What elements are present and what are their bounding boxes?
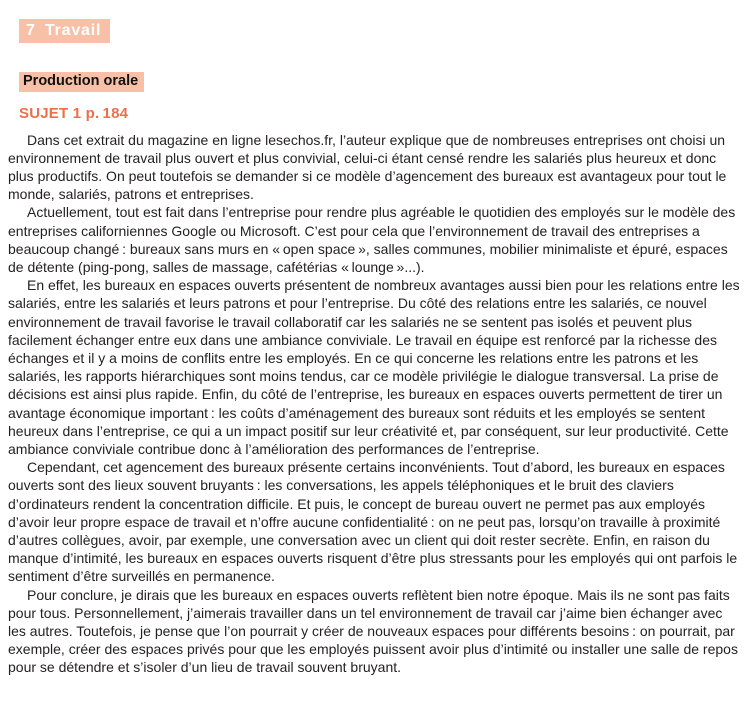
paragraph-conclusion: Pour conclure, je dirais que les bureaux en espaces ouverts reflètent bien notre époque. Mais ils ne sont pas faits pour tous. Personnellement, j’aimerais travailler dans un tel environnement de travail car j’aime bien échanger avec les autres. Toutefois, je pense que l’on pourrait y créer de nouveaux espaces pour différents besoins : on pourrait, par exemple, créer des espaces privés pour que les employés puissent avoir plus d’intimité ou installer une salle de repos pour se détendre et s’isoler d’un lieu de travail souvent bruyant. bbox=[8, 586, 738, 676]
paragraph-advantages: En effet, les bureaux en espaces ouverts présentent de nombreux avantages aussi bien pour les relations entre les salariés, entre les salariés et leurs patrons et pour l’entreprise. Du côté des relations entre les salariés, ce nouvel environnement de travail favorise le travail collaboratif car les salariés ne se sentent pas isolés et peuvent plus facilement échanger entre eux dans une ambiance conviviale. Le travail en équipe est renforcé par la richesse des échanges et il y a moins de conflits entre les employés. En ce qui concerne les relations entre les patrons et les salariés, les rapports hiérarchiques sont moins tendus, car ce modèle privilégie le dialogue transversal. La prise de décisions est ainsi plus rapide. Enfin, du côté de l’entreprise, les bureaux en espaces ouverts permettent de tirer un avantage économique important : les coûts d’aménagement des bureaux sont réduits et les employés se sentent heureux dans l’entreprise, ce qui a un impact positif sur leur créativité et, par conséquent, sur leur productivité. Cette ambiance conviviale contribue donc à l’amélioration des performances de l’entreprise. bbox=[8, 277, 740, 457]
unit-badge: 7 Travail bbox=[19, 19, 110, 43]
paragraph-introduction: Dans cet extrait du magazine en ligne lesechos.fr, l’auteur explique que de nombreuses entreprises ont choisi un environnement de travail plus ouvert et plus convivial, celui-ci étant censé rendre les salariés plus heureux et donc plus productifs. On peut toutefois se demander si ce modèle d’agencement des bureaux est avantageux pour tout le monde, salariés, patrons et entreprises. bbox=[8, 131, 727, 203]
essay-text bbox=[0, 131, 750, 677]
section-badge: Production orale bbox=[19, 72, 144, 92]
paragraph-disadvantages: Cependant, cet agencement des bureaux présente certains inconvénients. Tout d’abord, les bureaux en espaces ouverts sont des lieux souvent bruyants : les conversations, les appels téléphoniques et le bruit des claviers d’ordinateurs rendent la concentration difficile. Et puis, le concept de bureau ouvert ne permet pas aux employés d’avoir leur propre espace de travail et n’offre aucune confidentialité : on ne peut pas, lorsqu’on travaille à proximité d’autres collègues, avoir, par exemple, une conversation avec un client qui doit rester secrète. Enfin, en raison du manque d’intimité, les bureaux en espaces ouverts risquent d’être plus stressants pour les employés qui ont parfois le sentiment d’être surveillés en permanence. bbox=[8, 459, 738, 585]
subject-heading: SUJET 1 p. 184 bbox=[19, 104, 129, 122]
paragraph-context: Actuellement, tout est fait dans l’entreprise pour rendre plus agréable le quotidien des employés sur le modèle des entreprises californiennes Google ou Microsoft. C’est pour cela que l’environnement de travail des entreprises a beaucoup changé : bureaux sans murs en « open space », salles communes, mobilier minimaliste et épuré, espaces de détente (ping-pong, salles de massage, cafétérias « lounge »...). bbox=[8, 204, 736, 275]
